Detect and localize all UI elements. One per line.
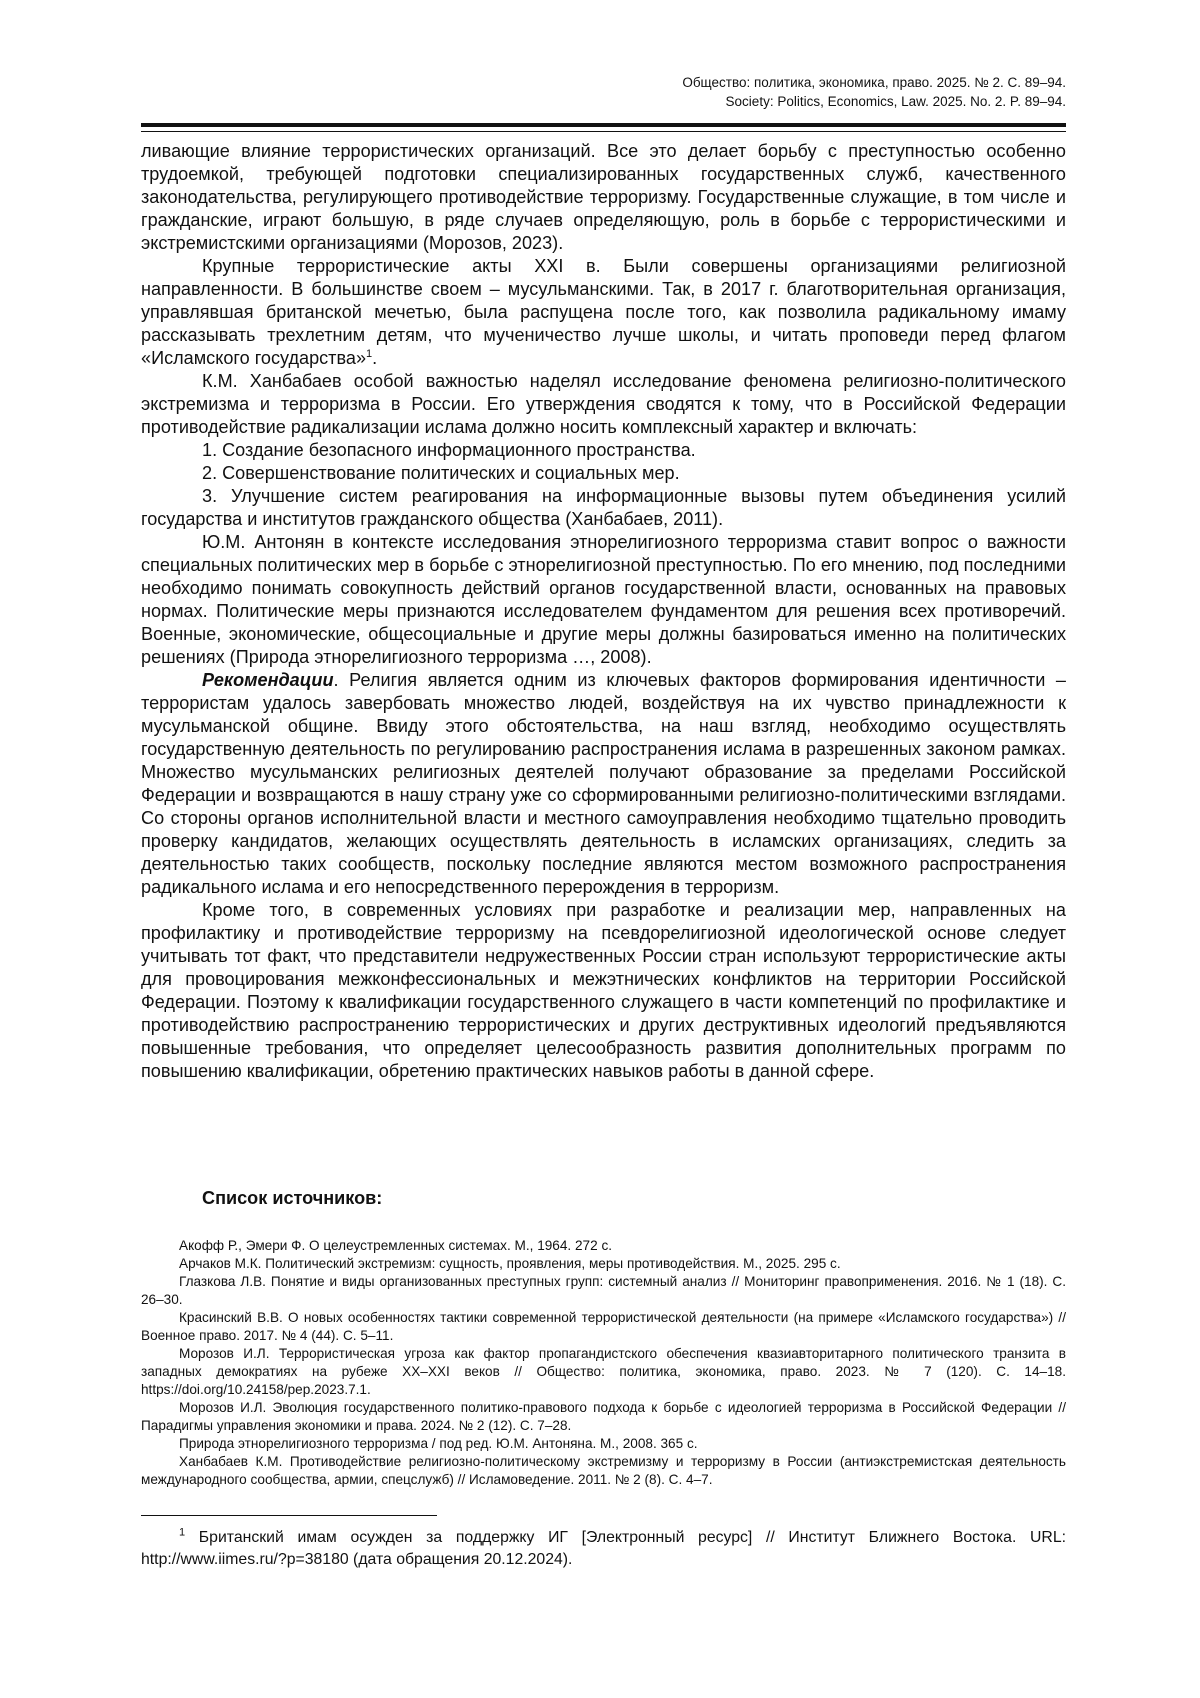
footnote-text: Британский имам осужден за поддержку ИГ [Электронный ресурс] // Институт Ближнего Востока. URL: http://www.iimes.ru/?p=38180 (дата обращения 20.12.2024). [141,1529,1066,1568]
reference-item: Красинский В.В. О новых особенностях тактики современной террористической деятельности (на примере «Исламского государства») // Военное право. 2017. № 4 (44). С. 5–11. [141,1310,1066,1343]
references-list [141,1237,1066,1489]
paragraph-6: Кроме того, в современных условиях при разработке и реализации мер, направленных на профилактику и противодействие терроризму на псевдорелигиозной идеологической основе следует учитывать тот факт, что представители недружественных России стран используют террористические акты для провоцирования межконфессиональных и межэтнических конфликтов на территории Российской Федерации. Поэтому к квалификации государственного служащего в части компетенций по профилактике и противодействию распространению террористических и других деструктивных идеологий предъявляются повышенные требования, что определяет целесообразность развития дополнительных программ по повышению квалификации, обретению практических навыков работы в данной сфере. [141,900,1066,1081]
paragraph-5 [141,669,1066,899]
paragraph-4: Ю.М. Антонян в контексте исследования этнорелигиозного терроризма ставит вопрос о важности специальных политических мер в борьбе с этнорелигиозной преступностью. По его мнению, под последними необходимо понимать совокупность действий органов государственной власти, основанных на правовых нормах. Политические меры признаются исследователем фундаментом для решения всех противоречий. Военные, экономические, общесоциальные и другие меры должны базироваться именно на политических решениях (Природа этнорелигиозного терроризма …, 2008). [141,532,1066,667]
header-citation-ru: Общество: политика, экономика, право. 2025. № 2. С. 89–94. [682,75,1066,90]
reference-item: Морозов И.Л. Эволюция государственного политико-правового подхода к борьбе с идеологией терроризма в Российской Федерации // Парадигмы управления экономики и права. 2024. № 2 (12). С. 7–28. [141,1400,1066,1433]
running-header [682,73,1066,111]
header-citation-en: Society: Politics, Economics, Law. 2025. No. 2. P. 89–94. [725,94,1066,109]
recommendations-heading: Рекомендации [202,670,334,690]
reference-item: Природа этнорелигиозного терроризма / под ред. Ю.М. Антоняна. М., 2008. 365 с. [179,1436,698,1451]
reference-item: Ханбабаев К.М. Противодействие религиозно-политическому экстремизму и терроризму в России (антиэкстремистская деятельность международного сообщества, армии, спецслужб) // Исламоведение. 2011. № 2 (8). С. 4–7. [141,1454,1066,1487]
footnote-1 [141,1527,1066,1571]
header-rule-thin [141,131,1066,132]
footnote-ref-1[interactable]: 1 [366,347,373,360]
footnote [141,1527,1066,1571]
footnote-separator [141,1515,437,1516]
paragraph-2-text: Крупные террористические акты XXI в. Были совершены организациями религиозной направленности. В большинстве своем – мусульманскими. Так, в 2017 г. благотворительная организация, управлявшая британской мечетью, была распущена после того, как позволила радикальному имаму рассказывать трехлетним детям, что мученичество лучше школы, и читать проповеди перед флагом «Исламского государства» [141,256,1066,368]
article-body [141,140,1066,1083]
reference-item: Глазкова Л.В. Понятие и виды организованных преступных групп: системный анализ // Мониторинг правоприменения. 2016. № 1 (18). С. 26–30. [141,1274,1066,1307]
paragraph-2 [141,255,1066,370]
header-rule-thick [141,123,1066,127]
paragraph-3: К.М. Ханбабаев особой важностью наделял исследование феномена религиозно-политического экстремизма и терроризма в России. Его утверждения сводятся к тому, что в Российской Федерации противодействие радикализации ислама должно носить комплексный характер и включать: [141,371,1066,437]
references-title: Список источников: [202,1188,383,1208]
list-item-2: 2. Совершенствование политических и социальных мер. [202,463,680,483]
reference-item: Арчаков М.К. Политический экстремизм: сущность, проявления, меры противодействия. М., 2025. 295 с. [179,1256,841,1271]
paragraph-2-end: . [372,348,378,368]
list-item-3: 3. Улучшение систем реагирования на информационные вызовы путем объединения усилий государства и институтов гражданского общества (Ханбабаев, 2011). [141,486,1066,529]
footnote-mark: 1 [179,1526,186,1539]
paragraph-5-text: . Религия является одним из ключевых факторов формирования идентичности – террористам удалось завербовать множество людей, воздействуя на их чувство принадлежности к мусульманской общине. Ввиду этого обстоятельства, на наш взгляд, необходимо осуществлять государственную деятельность по регулированию распространения ислама в разрешенных законом рамках. Множество мусульманских религиозных деятелей получают образование за пределами Российской Федерации и возвращаются в нашу страну уже со сформированными религиозно-политическими взглядами. Со стороны органов исполнительной власти и местного самоуправления необходимо тщательно проводить проверку кандидатов, желающих осуществлять деятельность в исламских организациях, следить за деятельностью таких сообществ, поскольку последние являются местом возможного распространения радикального ислама и его непосредственного перерождения в терроризм. [141,670,1066,897]
paragraph-1: ливающие влияние террористических организаций. Все это делает борьбу с преступностью особенно трудоемкой, требующей подготовки специализированных государственных служб, качественного законодательства, регулирующего противодействие терроризму. Государственные служащие, в том числе и гражданские, играют большую, в ряде случаев определяющую, роль в борьбе с террористическими и экстремистскими организациями (Морозов, 2023). [141,141,1066,253]
reference-item: Акофф Р., Эмери Ф. О целеустремленных системах. М., 1964. 272 с. [179,1238,613,1253]
reference-item: Морозов И.Л. Террористическая угроза как фактор пропагандистского обеспечения квазиавторитарного политического транзита в западных демократиях на рубеже XX–XXI веков // Общество: политика, экономика, право. 2023. № 7 (120). С. 14–18. https://doi.org/10.24158/pep.2023.7.1. [141,1346,1066,1397]
list-item-1: 1. Создание безопасного информационного пространства. [202,440,696,460]
